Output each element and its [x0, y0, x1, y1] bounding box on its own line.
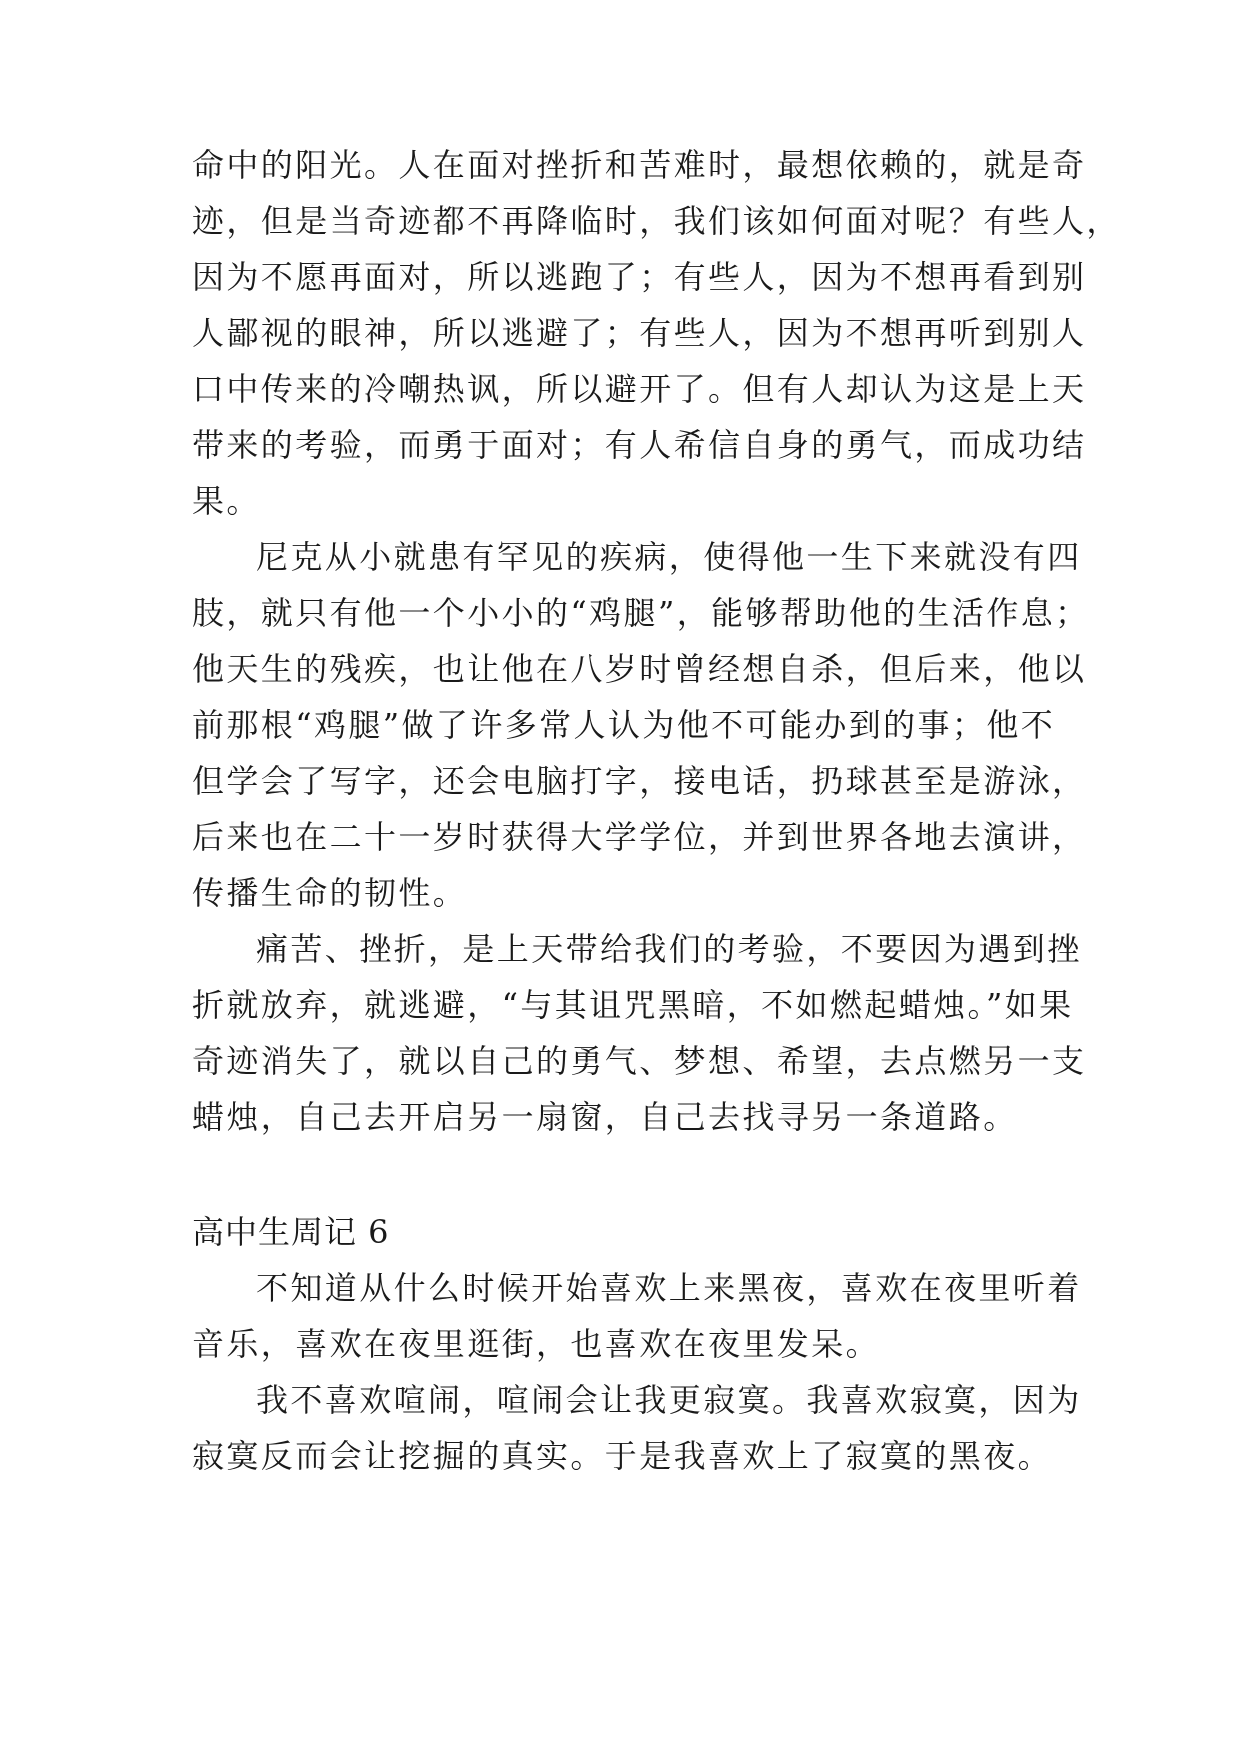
paragraph-4-line-1: 不知道从什么时候开始喜欢上来黑夜，喜欢在夜里听着	[256, 1269, 1082, 1307]
paragraph-1-line-3: 因为不愿再面对，所以逃跑了；有些人，因为不想再看到别	[192, 258, 1087, 296]
section-heading: 高中生周记 6	[192, 1213, 390, 1251]
paragraph-3-line-1: 痛苦、挫折，是上天带给我们的考验，不要因为遇到挫	[256, 930, 1082, 968]
paragraph-1-line-6: 带来的考验，而勇于面对；有人希信自身的勇气，而成功结	[192, 426, 1087, 464]
paragraph-2-line-6: 后来也在二十一岁时获得大学学位，并到世界各地去演讲，	[192, 818, 1087, 856]
paragraph-2-line-7: 传播生命的韧性。	[192, 874, 468, 912]
paragraph-1-line-4: 人鄙视的眼神，所以逃避了；有些人，因为不想再听到别人	[192, 314, 1087, 352]
paragraph-2-line-1: 尼克从小就患有罕见的疾病，使得他一生下来就没有四	[256, 538, 1082, 576]
paragraph-5-line-1: 我不喜欢喧闹，喧闹会让我更寂寞。我喜欢寂寞，因为	[256, 1381, 1082, 1419]
paragraph-4-line-2: 音乐，喜欢在夜里逛街，也喜欢在夜里发呆。	[192, 1325, 881, 1363]
paragraph-3-line-2: 折就放弃，就逃避，“与其诅咒黑暗，不如燃起蜡烛。”如果	[192, 986, 1074, 1024]
paragraph-5-line-2: 寂寞反而会让挖掘的真实。于是我喜欢上了寂寞的黑夜。	[192, 1437, 1053, 1475]
paragraph-1-line-5: 口中传来的冷嘲热讽，所以避开了。但有人却认为这是上天	[192, 370, 1087, 408]
paragraph-1-line-2: 迹，但是当奇迹都不再降临时，我们该如何面对呢？有些人，	[192, 202, 1121, 240]
paragraph-1-line-7: 果。	[192, 482, 261, 520]
paragraph-2-line-5: 但学会了写字，还会电脑打字，接电话，扔球甚至是游泳，	[192, 762, 1087, 800]
paragraph-2-line-2: 肢，就只有他一个小小的“鸡腿”，能够帮助他的生活作息；	[192, 594, 1090, 632]
paragraph-3-line-4: 蜡烛，自己去开启另一扇窗，自己去找寻另一条道路。	[192, 1098, 1018, 1136]
paragraph-2-line-4: 前那根“鸡腿”做了许多常人认为他不可能办到的事；他不	[192, 706, 1056, 744]
paragraph-3-line-3: 奇迹消失了，就以自己的勇气、梦想、希望，去点燃另一支	[192, 1042, 1087, 1080]
paragraph-2-line-3: 他天生的残疾，也让他在八岁时曾经想自杀，但后来，他以	[192, 650, 1087, 688]
paragraph-1-line-1: 命中的阳光。人在面对挫折和苦难时，最想依赖的，就是奇	[192, 146, 1087, 184]
